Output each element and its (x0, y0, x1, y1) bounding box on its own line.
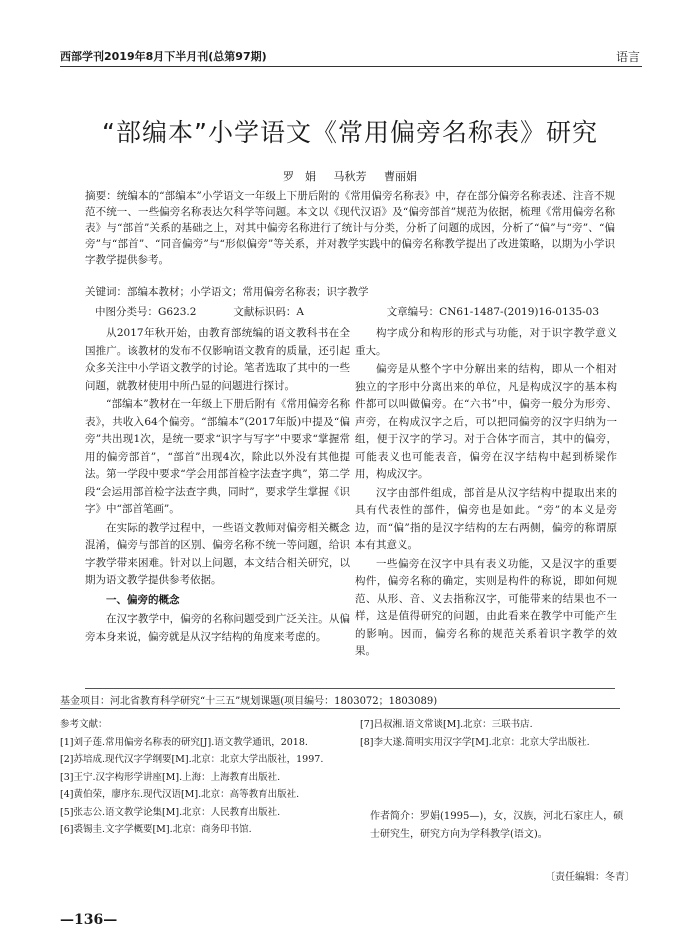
reference-item: [7]吕叔湘.语文常谈[M].北京：三联书店. (360, 719, 533, 730)
reference-item: [2]苏培成.现代汉字学纲要[M].北京：北京大学出版社，1997. (60, 754, 324, 765)
section-label: 语言 (615, 50, 640, 64)
keywords: 关键词：部编本教材；小学语文；常用偏旁名称表；识字教学 (85, 286, 369, 298)
body-paragraph: 在实际的教学过程中，一些语文教师对偏旁相关概念混淆，偏旁与部首的区别、偏旁名称不统一等问题，给识字教学带来困难。针对以上问题，本文结合相关研究，以期为语文教学提供参考依据。 (85, 521, 350, 586)
editor-note: 〔责任编辑：冬青〕 (545, 872, 635, 883)
author: 罗 娟 (283, 170, 316, 183)
article-title: “部编本”小学语文《常用偏旁名称表》研究 (102, 118, 598, 147)
body-paragraph: 从2017年秋开始，由教育部统编的语文教科书在全国推广。该教材的发布不仅影响语文教育的质量，还引起众多关注中小学语文教学的讨论。笔者选取了其中的一些问题，就教材使用中所凸显的问题进行探讨。 (85, 327, 350, 392)
article-metadata (95, 304, 615, 319)
body-column-right (355, 325, 617, 662)
reference-item: 参考文献： (60, 719, 108, 730)
reference-item: [8]李大遂.简明实用汉字学[M].北京：北京大学出版社. (360, 736, 590, 748)
divider (60, 708, 620, 709)
body-paragraph: 在汉字教学中，偏旁的名称问题受到广泛关注。从偏旁本身来说，偏旁就是从汉字结构的角度来考虑的。 (85, 613, 350, 643)
body-paragraph: “部编本”教材在一年级上下册后附有《常用偏旁名称表》，共收入64个偏旁。“部编本”(2017年版)中提及“偏旁”共出现1次，是统一要求“识字与写字”中要求“掌握常用的偏旁部首”，“部首”出现4次，除此以外没有其他提法。第一学段中要求“学会用部首检字法查字典”，第二学段“会运用部首检字法查字典，同时”，要求学生掌握《识字》中“部首笔画”。 (85, 398, 350, 515)
body-paragraph: 偏旁是从整个字中分解出来的结构，即从一个相对独立的字形中分离出来的单位，凡是构成汉字的基本构件都可以叫做偏旁。在“六书”中，偏旁一般分为形旁、声旁，在构成汉字之后，可以把同偏旁的汉字归纳为一组，便于汉字的学习。对于合体字而言，其中的偏旁，可能表义也可能表音，偏旁在汉字结构中起到桥梁作用，构成汉字。 (355, 363, 617, 480)
references-right (360, 716, 615, 751)
author: 曹丽娟 (384, 170, 417, 183)
body-paragraph: 汉字由部件组成，部首是从汉字结构中提取出来的具有代表性的部件，偏旁也是如此。“旁”的本义是旁边，而“偏”指的是汉字结构的左右两侧，偏旁的称谓原本有其意义。 (355, 486, 617, 551)
author-list (0, 168, 700, 184)
reference-item: [5]张志公.语文教学论集[M].北京：人民教育出版社. (60, 806, 281, 818)
body-column-left (85, 325, 350, 647)
body-paragraph: 构字成分和构形的形式与功能，对于识字教学意义重大。 (355, 327, 617, 357)
body-paragraph: 一些偏旁在汉字中具有表义功能，又是汉字的重要构件，偏旁名称的确定，实则是构件的称说，即如何规范、从形、音、义去指称汉字，可能带来的结果也不一样，这是值得研究的问题，由此看来在教学中可能产生的影响。因而，偏旁名称的规范关系着识字教学的效果。 (355, 557, 617, 657)
reference-item: [1]刘子莲.常用偏旁名称表的研究[J].语文教学通讯，2018. (60, 736, 308, 748)
running-header (60, 48, 642, 67)
clc-number: 中图分类号：G623.2 (95, 306, 197, 318)
article-number: 文章编号：CN61-1487-(2019)16-0135-03 (386, 306, 600, 318)
author: 马秋芳 (333, 170, 367, 183)
funding-note: 基金项目：河北省教育科学研究“十三五”规划课题(项目编号：1803072；1803089) (60, 696, 438, 707)
page-number: —136— (60, 912, 118, 928)
reference-item: [3]王宁.汉字构形学讲座[M].上海：上海教育出版社. (60, 771, 281, 783)
journal-title: 西部学刊2019年8月下半月刊(总第97期) (60, 50, 267, 63)
divider (85, 688, 615, 689)
reference-item: [4]黄伯荣，廖序东.现代汉语[M].北京：高等教育出版社. (60, 789, 300, 800)
section-heading: 一、偏旁的概念 (106, 593, 180, 606)
reference-item: [6]裘锡圭.文字学概要[M].北京：商务印书馆. (60, 824, 252, 835)
author-bio: 作者简介：罗娟(1995—)，女，汉族，河北石家庄人，硕士研究生，研究方向为学科教学(语文)。 (370, 811, 624, 840)
document-code: 文献标识码：A (233, 306, 304, 318)
references-left (60, 716, 340, 839)
abstract: 摘要：统编本的“部编本”小学语文一年级上下册后附的《常用偏旁名称表》中，存在部分偏旁名称表述、注音不规范不统一、一些偏旁名称表达欠科学等问题。本文以《现代汉语》及“偏旁部首”规范为依据，梳理《常用偏旁名称表》与“部首”关系的基础之上，对其中偏旁名称进行了统计与分类，分析了问题的成因，分析了“偏”与“旁”、“偏旁”与“部首”、“同音偏旁”与“形似偏旁”等关系，并对教学实践中的偏旁名称教学提出了改进策略，以期为小学识字教学提供参考。 (85, 190, 615, 266)
